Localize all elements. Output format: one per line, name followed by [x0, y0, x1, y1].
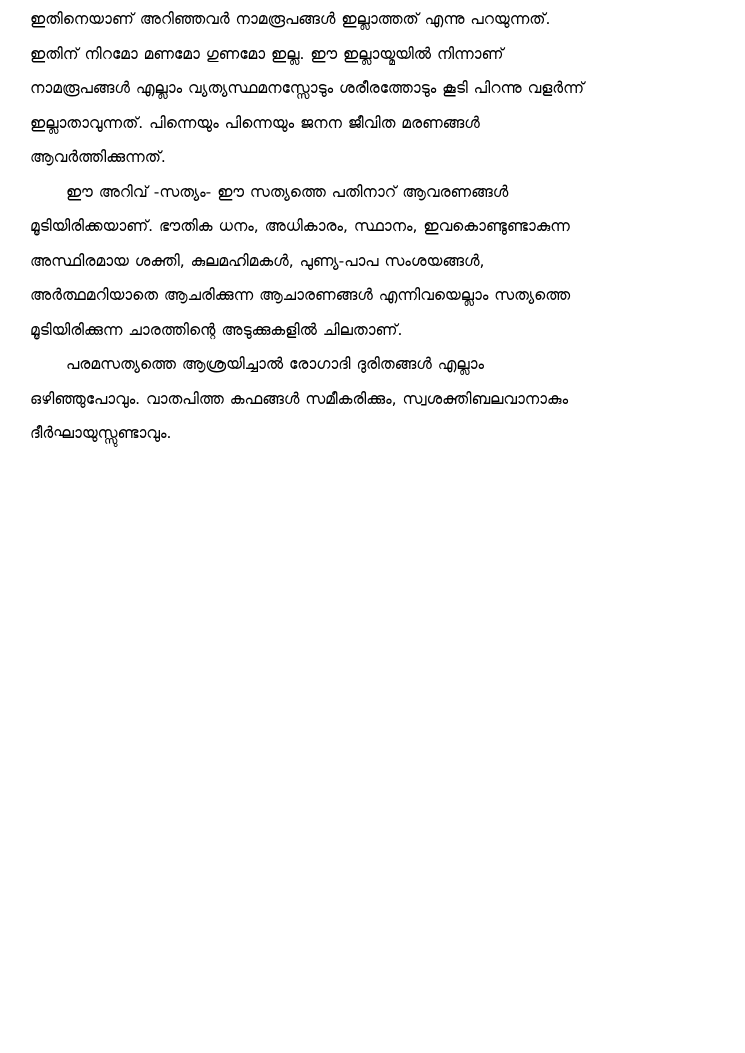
text-line: ഇതിന് നിറമോ മണമോ ഗുണമോ ഇല്ല. ഈ ഇല്ലായ്മയിൽ നിന്നാണ്: [30, 44, 504, 63]
text-line: അർത്ഥമറിയാതെ ആചരിക്കുന്ന ആചാരണങ്ങൾ എന്നിവയെല്ലാം സത്യത്തെ: [30, 286, 571, 304]
text-line: ദീർഘായുസ്സുണ്ടാവും.: [30, 424, 172, 442]
document-body: [30, 0, 707, 451]
text-line: മൂടിയിരിക്കയാണ്. ഭൗതിക ധനം, അധികാരം, സ്ഥാനം, ഇവകൊണ്ടുണ്ടാകുന്ന: [30, 217, 570, 235]
paragraph-3: [30, 347, 707, 451]
text-line: ഇതിനെയാണ് അറിഞ്ഞവർ നാമരൂപങ്ങൾ ഇല്ലാത്തത് എന്നു പറയുന്നത്.: [30, 10, 551, 28]
text-line: ഒഴിഞ്ഞുപോവും. വാതപിത്ത കഫങ്ങൾ സമീകരിക്കും, സ്വശക്തിബലവാനാകും: [30, 389, 569, 408]
paragraph-1: [30, 2, 707, 175]
text-line: പരമസത്യത്തെ ആശ്രയിച്ചാൽ രോഗാദി ദുരിതങ്ങൾ എല്ലാം: [66, 355, 484, 373]
text-line: അസ്ഥിരമായ ശക്തി, കുലമഹിമകൾ, പുണ്യ-പാപ സംശയങ്ങൾ,: [30, 251, 485, 270]
text-line: ഈ അറിവ് -സത്യം- ഈ സത്യത്തെ പതിനാറ് ആവരണങ്ങൾ: [66, 182, 509, 201]
text-line: നാമരൂപങ്ങൾ എല്ലാം വ്യത്യസ്ഥമനസ്സോടും ശരീരത്തോടും കൂടി പിറന്നു വളർന്ന്: [30, 79, 585, 97]
text-line: ഇല്ലാതാവുന്നത്. പിന്നെയും പിന്നെയും ജനന ജീവിത മരണങ്ങൾ: [30, 113, 480, 132]
text-line: മൂടിയിരിക്കുന്ന ചാരത്തിന്റെ അടുക്കുകളിൽ ചിലതാണ്.: [30, 320, 403, 339]
text-line: ആവർത്തിക്കുന്നത്.: [30, 148, 166, 166]
paragraph-2: [30, 175, 707, 348]
